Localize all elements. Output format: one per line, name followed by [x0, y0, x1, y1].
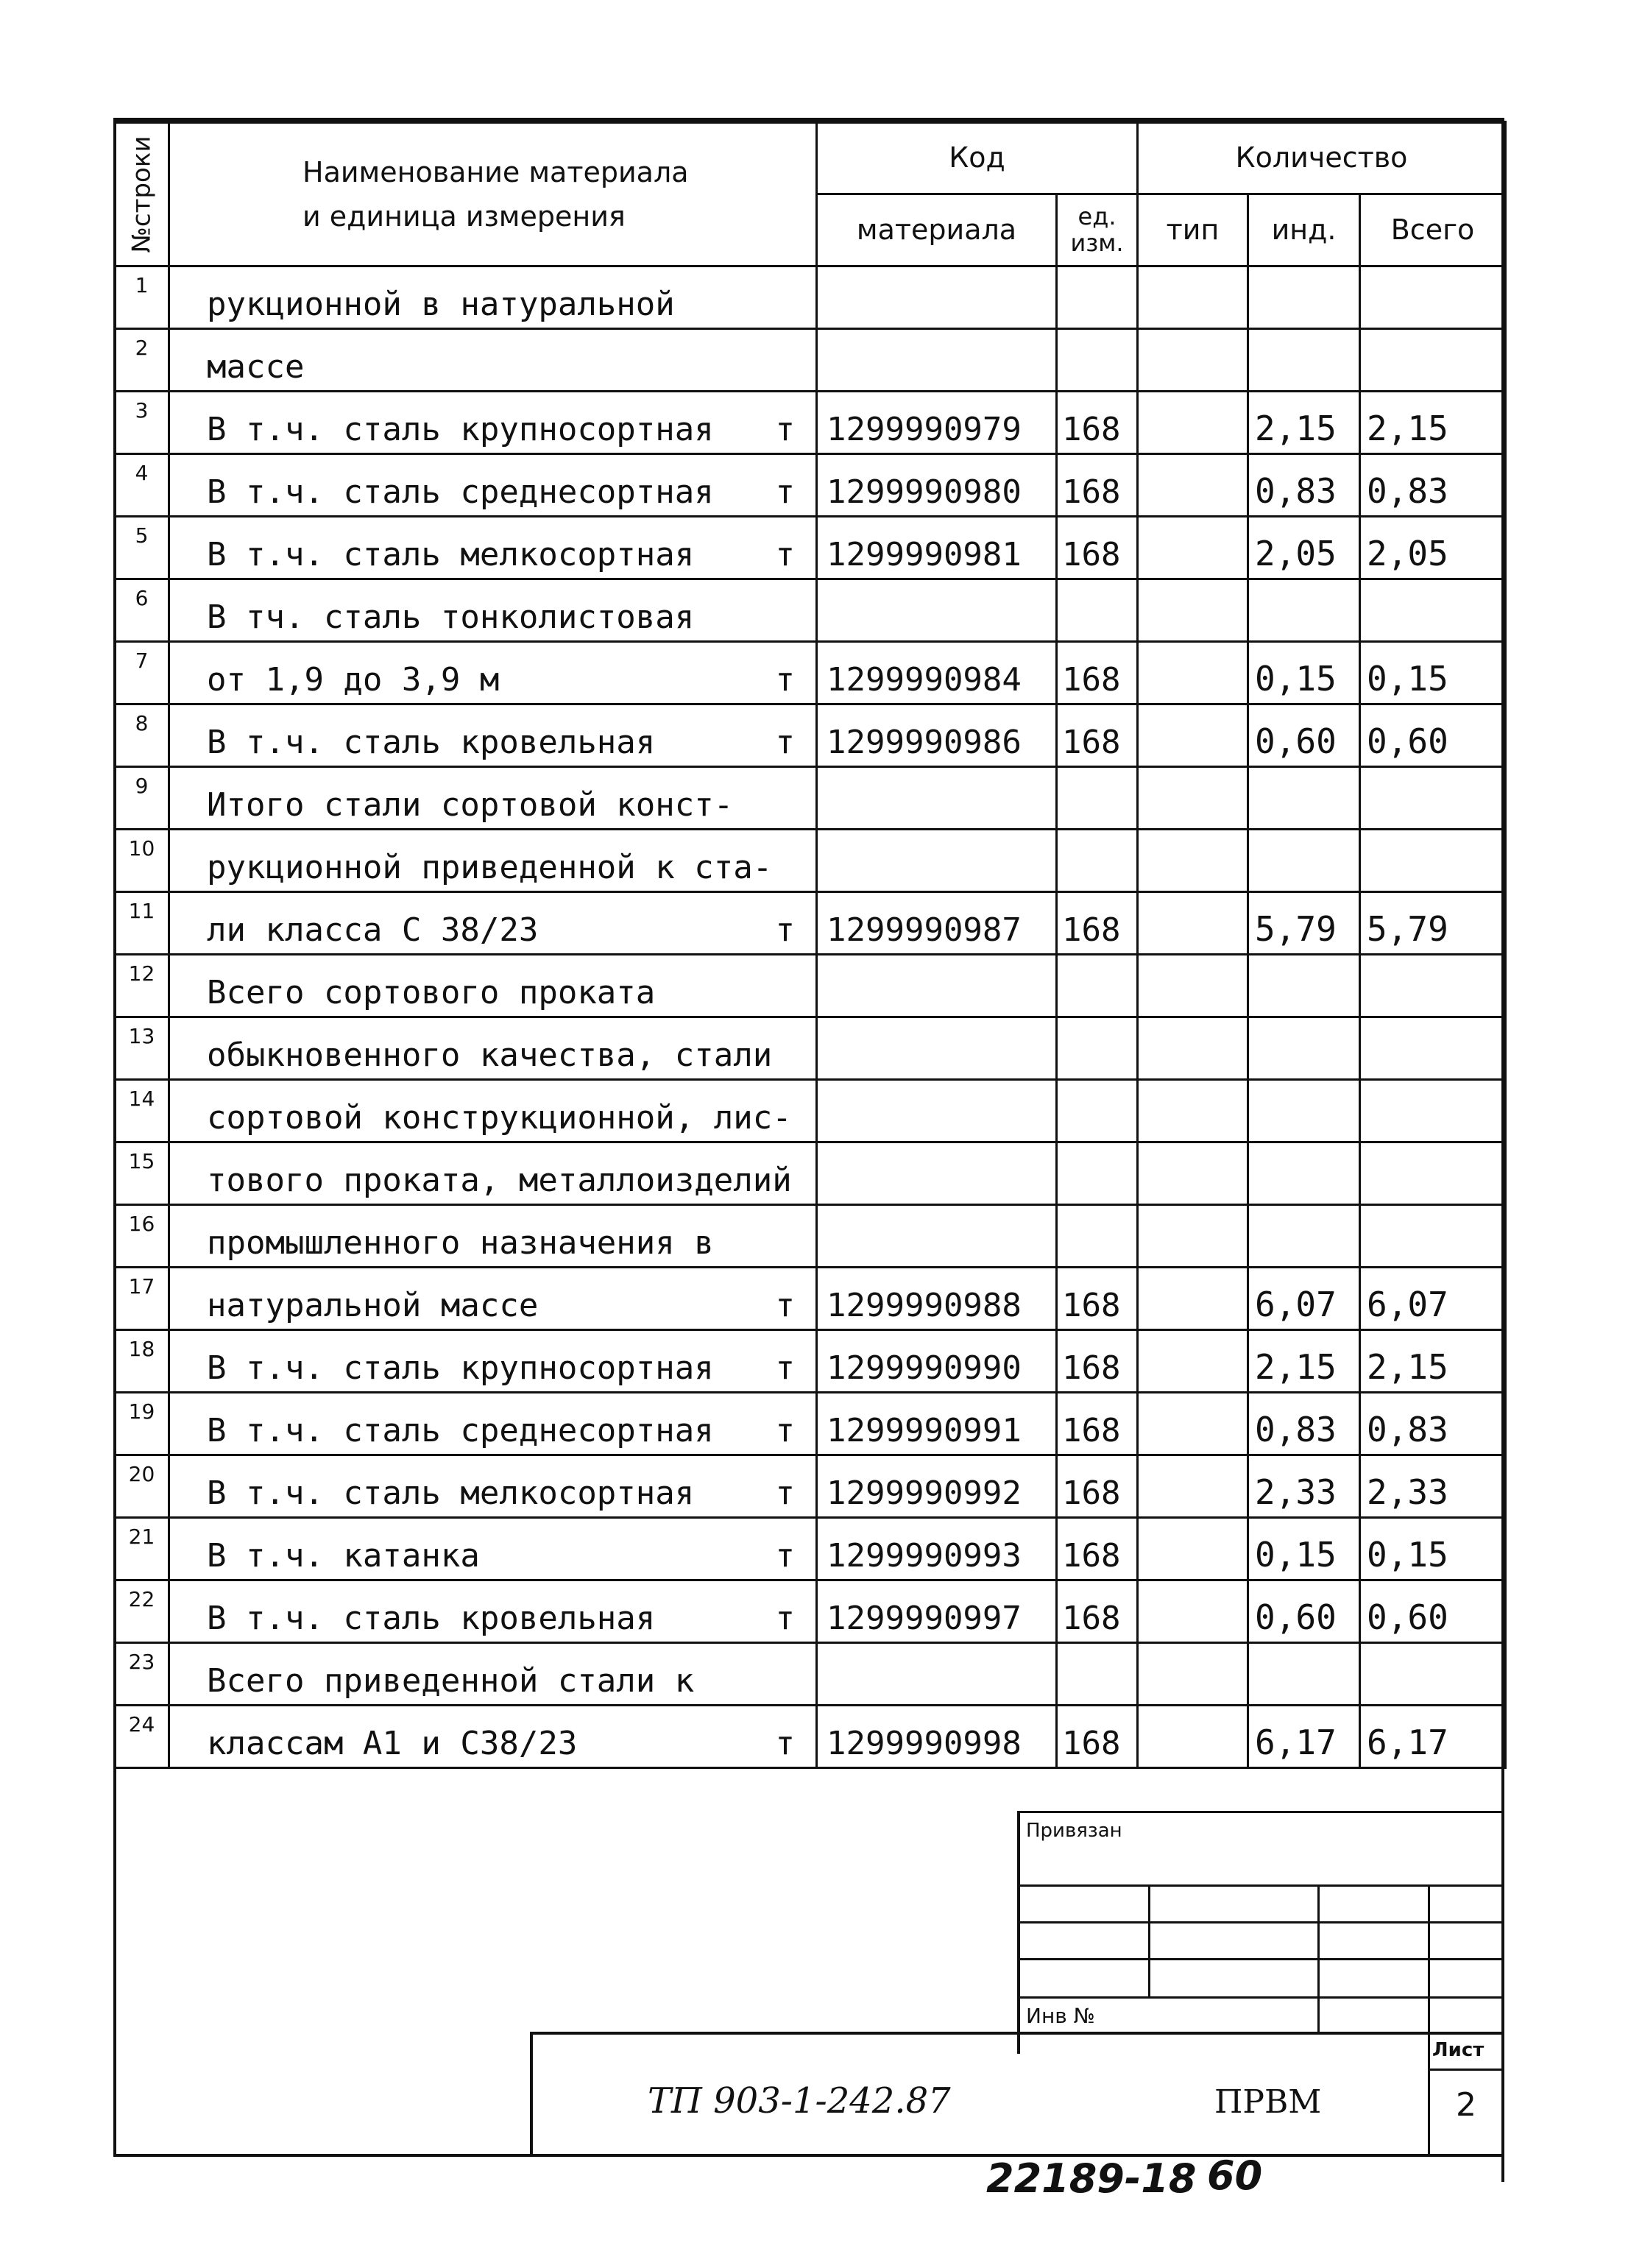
material-code	[817, 1142, 1057, 1205]
quantity-type	[1138, 704, 1248, 767]
quantity-total: 2,05	[1360, 517, 1506, 579]
table-row	[115, 642, 1506, 704]
material-code	[817, 1205, 1057, 1268]
material-code: 1299990980	[817, 454, 1057, 517]
unit-code: 168	[1057, 1330, 1138, 1393]
unit-code	[1057, 955, 1138, 1017]
quantity-ind	[1248, 266, 1360, 329]
unit-of-measure: т	[775, 411, 795, 448]
row-number: 4	[115, 454, 169, 517]
unit-code	[1057, 1080, 1138, 1142]
quantity-total: 0,60	[1360, 1580, 1506, 1643]
quantity-total	[1360, 579, 1506, 642]
material-code: 1299990997	[817, 1580, 1057, 1643]
quantity-type	[1138, 1017, 1248, 1080]
quantity-type	[1138, 1643, 1248, 1706]
quantity-total	[1360, 767, 1506, 830]
quantity-ind: 0,15	[1248, 642, 1360, 704]
quantity-ind	[1248, 767, 1360, 830]
row-number: 2	[115, 329, 169, 392]
material-name: Итого стали сортовой конст-	[169, 767, 817, 830]
material-code	[817, 955, 1057, 1017]
header-material-code: материала	[817, 194, 1057, 266]
table-row	[115, 454, 1506, 517]
quantity-total: 2,15	[1360, 392, 1506, 454]
unit-code: 168	[1057, 642, 1138, 704]
row-number: 13	[115, 1017, 169, 1080]
unit-code: 168	[1057, 1393, 1138, 1455]
table-row	[115, 830, 1506, 892]
quantity-ind	[1248, 1142, 1360, 1205]
table-row	[115, 704, 1506, 767]
material-name: тового проката, металлоизделий	[169, 1142, 817, 1205]
quantity-ind	[1248, 329, 1360, 392]
unit-of-measure: т	[775, 1725, 795, 1762]
quantity-ind	[1248, 579, 1360, 642]
header-name-line2: и единица измерения	[302, 199, 626, 233]
material-code	[817, 1643, 1057, 1706]
unit-of-measure: т	[775, 1600, 795, 1637]
quantity-ind: 2,15	[1248, 392, 1360, 454]
quantity-ind: 6,17	[1248, 1706, 1360, 1768]
material-code: 1299990998	[817, 1706, 1057, 1768]
row-number: 12	[115, 955, 169, 1017]
quantity-type	[1138, 642, 1248, 704]
quantity-total	[1360, 830, 1506, 892]
quantity-total	[1360, 1080, 1506, 1142]
unit-code	[1057, 1205, 1138, 1268]
row-number: 17	[115, 1268, 169, 1330]
material-code	[817, 1017, 1057, 1080]
material-name: классам А1 и С38/23 т	[169, 1706, 817, 1768]
row-number: 7	[115, 642, 169, 704]
quantity-total: 0,83	[1360, 454, 1506, 517]
unit-of-measure: т	[775, 536, 795, 573]
quantity-type	[1138, 1080, 1248, 1142]
material-name: промышленного назначения в	[169, 1205, 817, 1268]
quantity-ind	[1248, 1017, 1360, 1080]
quantity-total	[1360, 329, 1506, 392]
table-row	[115, 392, 1506, 454]
quantity-total	[1360, 955, 1506, 1017]
row-number: 1	[115, 266, 169, 329]
material-name: В т.ч. сталь мелкосортная т	[169, 1455, 817, 1518]
quantity-total: 0,15	[1360, 642, 1506, 704]
table-row	[115, 1580, 1506, 1643]
quantity-ind: 0,83	[1248, 1393, 1360, 1455]
quantity-ind: 0,83	[1248, 454, 1360, 517]
material-code	[817, 329, 1057, 392]
quantity-total	[1360, 1142, 1506, 1205]
unit-code: 168	[1057, 1518, 1138, 1580]
quantity-total: 2,15	[1360, 1330, 1506, 1393]
quantity-type	[1138, 955, 1248, 1017]
stamp-linked-label: Привязан	[1026, 1820, 1122, 1842]
unit-code	[1057, 830, 1138, 892]
quantity-type	[1138, 1580, 1248, 1643]
table-row	[115, 266, 1506, 329]
material-name: сортовой конструкционной, лис-	[169, 1080, 817, 1142]
material-name: рукционной приведенной к ста-	[169, 830, 817, 892]
quantity-ind: 2,05	[1248, 517, 1360, 579]
unit-code: 168	[1057, 392, 1138, 454]
quantity-type	[1138, 1205, 1248, 1268]
header-row-number: №строки	[115, 122, 169, 266]
quantity-ind: 0,60	[1248, 704, 1360, 767]
unit-code	[1057, 329, 1138, 392]
quantity-total: 0,60	[1360, 704, 1506, 767]
header-name-line1: Наименование материала	[302, 155, 689, 188]
material-code: 1299990991	[817, 1393, 1057, 1455]
row-number: 10	[115, 830, 169, 892]
unit-code	[1057, 1142, 1138, 1205]
unit-of-measure: т	[775, 661, 795, 699]
quantity-type	[1138, 454, 1248, 517]
table-row	[115, 1080, 1506, 1142]
table-row	[115, 1330, 1506, 1393]
table-row	[115, 517, 1506, 579]
quantity-ind	[1248, 955, 1360, 1017]
unit-code: 168	[1057, 1706, 1138, 1768]
material-code: 1299990992	[817, 1455, 1057, 1518]
header-type: тип	[1138, 194, 1248, 266]
unit-code	[1057, 579, 1138, 642]
quantity-type	[1138, 1142, 1248, 1205]
material-specification-table	[113, 121, 1507, 1769]
unit-of-measure: т	[775, 911, 795, 949]
header-total: Всего	[1360, 194, 1506, 266]
quantity-type	[1138, 1393, 1248, 1455]
material-name: рукционной в натуральной	[169, 266, 817, 329]
material-name: В т.ч. сталь кровельная т	[169, 704, 817, 767]
material-name: В т.ч. сталь среднесортная т	[169, 1393, 817, 1455]
material-name: В т.ч. катанка т	[169, 1518, 817, 1580]
quantity-type	[1138, 830, 1248, 892]
header-quantity: Количество	[1138, 122, 1506, 194]
unit-code: 168	[1057, 454, 1138, 517]
row-number: 3	[115, 392, 169, 454]
quantity-ind: 2,33	[1248, 1455, 1360, 1518]
unit-code: 168	[1057, 1268, 1138, 1330]
unit-code: 168	[1057, 892, 1138, 955]
unit-code	[1057, 1017, 1138, 1080]
header-ind: инд.	[1248, 194, 1360, 266]
material-name: обыкновенного качества, стали	[169, 1017, 817, 1080]
quantity-type	[1138, 266, 1248, 329]
stamp-inv-no-label: Инв №	[1026, 2004, 1095, 2028]
quantity-total: 6,07	[1360, 1268, 1506, 1330]
table-row	[115, 1017, 1506, 1080]
table-row	[115, 1518, 1506, 1580]
quantity-ind	[1248, 1205, 1360, 1268]
footer-handwritten-number: 22189-18	[986, 2155, 1197, 2202]
table-row	[115, 767, 1506, 830]
row-number: 16	[115, 1205, 169, 1268]
material-code: 1299990979	[817, 392, 1057, 454]
quantity-total: 0,15	[1360, 1518, 1506, 1580]
material-code	[817, 1080, 1057, 1142]
table-row	[115, 1142, 1506, 1205]
quantity-type	[1138, 329, 1248, 392]
row-number: 6	[115, 579, 169, 642]
row-number: 22	[115, 1580, 169, 1643]
material-code: 1299990984	[817, 642, 1057, 704]
material-code	[817, 767, 1057, 830]
unit-code: 168	[1057, 1580, 1138, 1643]
quantity-type	[1138, 1268, 1248, 1330]
unit-code: 168	[1057, 1455, 1138, 1518]
quantity-ind: 0,15	[1248, 1518, 1360, 1580]
material-name: от 1,9 до 3,9 м т	[169, 642, 817, 704]
unit-of-measure: т	[775, 1349, 795, 1387]
unit-of-measure: т	[775, 1474, 795, 1512]
row-number: 24	[115, 1706, 169, 1768]
material-name: В т.ч. сталь кровельная т	[169, 1580, 817, 1643]
material-name: Всего приведенной стали к	[169, 1643, 817, 1706]
material-code: 1299990981	[817, 517, 1057, 579]
quantity-ind	[1248, 1080, 1360, 1142]
material-code	[817, 266, 1057, 329]
row-number: 21	[115, 1518, 169, 1580]
material-code	[817, 579, 1057, 642]
row-number: 14	[115, 1080, 169, 1142]
quantity-total: 0,83	[1360, 1393, 1506, 1455]
unit-of-measure: т	[775, 1412, 795, 1449]
quantity-ind: 6,07	[1248, 1268, 1360, 1330]
quantity-ind: 5,79	[1248, 892, 1360, 955]
quantity-total	[1360, 266, 1506, 329]
stamp-document-type: ПРВМ	[1214, 2083, 1322, 2121]
stamp-sheet-label: Лист	[1432, 2039, 1484, 2061]
table-row	[115, 1455, 1506, 1518]
quantity-type	[1138, 1330, 1248, 1393]
quantity-total	[1360, 1017, 1506, 1080]
table-row	[115, 1205, 1506, 1268]
row-number: 20	[115, 1455, 169, 1518]
row-number: 5	[115, 517, 169, 579]
unit-of-measure: т	[775, 1537, 795, 1575]
quantity-type	[1138, 1455, 1248, 1518]
quantity-type	[1138, 517, 1248, 579]
quantity-total: 6,17	[1360, 1706, 1506, 1768]
header-unit: ед. изм.	[1057, 194, 1138, 266]
unit-code: 168	[1057, 704, 1138, 767]
table-row	[115, 955, 1506, 1017]
material-name: натуральной массе т	[169, 1268, 817, 1330]
header-material-name	[169, 122, 817, 266]
unit-code: 168	[1057, 517, 1138, 579]
row-number: 9	[115, 767, 169, 830]
table-row	[115, 1393, 1506, 1455]
material-code: 1299990988	[817, 1268, 1057, 1330]
stamp-document-code: ТП 903-1-242.87	[648, 2080, 951, 2122]
quantity-type	[1138, 392, 1248, 454]
quantity-total: 5,79	[1360, 892, 1506, 955]
unit-code	[1057, 1643, 1138, 1706]
quantity-total	[1360, 1205, 1506, 1268]
quantity-total: 2,33	[1360, 1455, 1506, 1518]
quantity-type	[1138, 767, 1248, 830]
material-name: Всего сортового проката	[169, 955, 817, 1017]
material-code: 1299990990	[817, 1330, 1057, 1393]
table-row	[115, 1268, 1506, 1330]
quantity-type	[1138, 1706, 1248, 1768]
row-number: 23	[115, 1643, 169, 1706]
row-number: 11	[115, 892, 169, 955]
table-row	[115, 329, 1506, 392]
table-row	[115, 579, 1506, 642]
material-name: массе	[169, 329, 817, 392]
row-number: 8	[115, 704, 169, 767]
unit-code	[1057, 266, 1138, 329]
quantity-ind	[1248, 1643, 1360, 1706]
material-code: 1299990986	[817, 704, 1057, 767]
unit-of-measure: т	[775, 1287, 795, 1324]
stamp-sheet-number: 2	[1456, 2086, 1476, 2124]
unit-of-measure: т	[775, 724, 795, 761]
row-number: 18	[115, 1330, 169, 1393]
row-number: 19	[115, 1393, 169, 1455]
footer-page-number: 60	[1207, 2152, 1263, 2199]
material-code	[817, 830, 1057, 892]
material-code: 1299990987	[817, 892, 1057, 955]
table-row	[115, 892, 1506, 955]
table-row	[115, 1706, 1506, 1768]
material-code: 1299990993	[817, 1518, 1057, 1580]
material-name: ли класса С 38/23 т	[169, 892, 817, 955]
quantity-ind	[1248, 830, 1360, 892]
material-name: В т.ч. сталь крупносортная т	[169, 392, 817, 454]
material-name: В тч. сталь тонколистовая	[169, 579, 817, 642]
unit-code	[1057, 767, 1138, 830]
material-name: В т.ч. сталь мелкосортная т	[169, 517, 817, 579]
row-number: 15	[115, 1142, 169, 1205]
material-name: В т.ч. сталь среднесортная т	[169, 454, 817, 517]
quantity-total	[1360, 1643, 1506, 1706]
table-row	[115, 1643, 1506, 1706]
quantity-type	[1138, 579, 1248, 642]
quantity-ind: 2,15	[1248, 1330, 1360, 1393]
quantity-type	[1138, 892, 1248, 955]
header-code: Код	[817, 122, 1138, 194]
quantity-type	[1138, 1518, 1248, 1580]
unit-of-measure: т	[775, 473, 795, 511]
quantity-ind: 0,60	[1248, 1580, 1360, 1643]
material-name: В т.ч. сталь крупносортная т	[169, 1330, 817, 1393]
